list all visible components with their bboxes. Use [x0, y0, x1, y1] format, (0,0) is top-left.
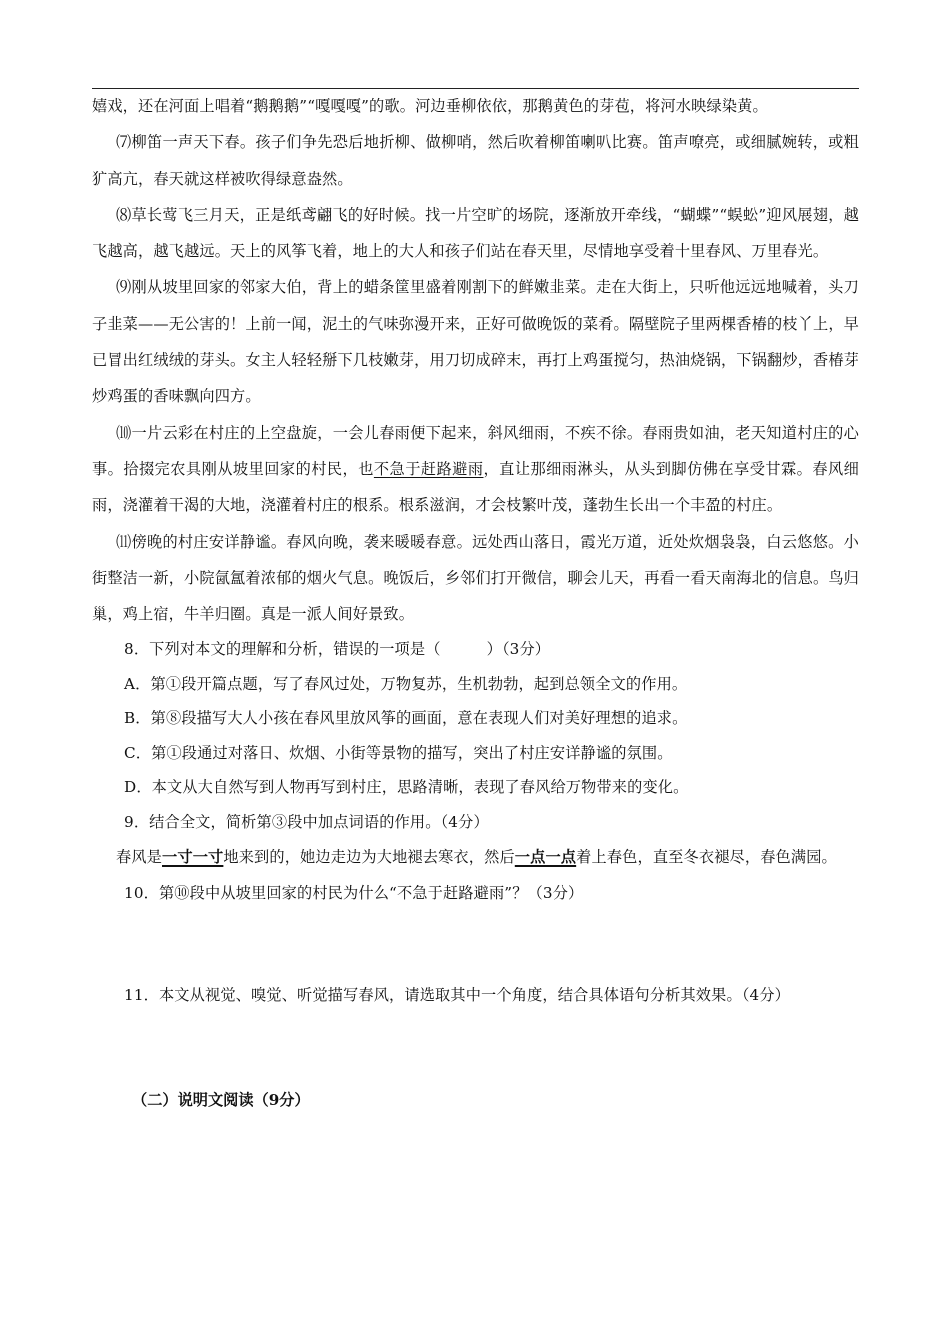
paragraph-10: [92, 415, 859, 524]
question-8-option-c: C．第①段通过对落日、炊烟、小街等景物的描写，突出了村庄安详静谧的氛围。: [124, 743, 673, 762]
question-10: 10．第⑩段中从坡里回家的村民为什么“不急于赶路避雨”？（3分）: [124, 883, 584, 902]
page-content: [92, 88, 859, 1117]
quote-part-1: 春风是: [116, 848, 163, 867]
dotted-word-1: 一寸一寸: [162, 848, 224, 867]
question-11: 11．本文从视觉、嗅觉、听觉描写春风，请选取其中一个角度，结合具体语句分析其效果。（4分）: [124, 986, 791, 1005]
question-9-quote: [92, 839, 859, 875]
paragraph-6-continued: 嬉戏，还在河面上唱着“鹅鹅鹅”“嘎嘎嘎”的歌。河边垂柳依依，那鹅黄色的芽苞，将河水映绿染黄。: [92, 97, 768, 115]
quote-part-3: 着上春色，直至冬衣褪尽，春色满园。: [576, 848, 837, 867]
paragraph-7: ⑺柳笛一声天下春。孩子们争先恐后地折柳、做柳哨，然后吹着柳笛喇叭比赛。笛声嘹亮，或细腻婉转，或粗犷高亢，春天就这样被吹得绿意盎然。: [92, 133, 859, 188]
paragraph-10-part-a: ⑽一片云彩在村庄的上空盘旋，一会儿春雨便下起来，斜风细雨，不疾不徐。春雨贵如油，老天知道村庄的心事。拾掇完农具刚从坡里回家的村民，也: [92, 423, 859, 478]
answer-space-10: [92, 910, 859, 978]
paragraph-10-part-b: ，直让那细雨淋头，从头到脚仿佛在享受甘霖。春风细雨，浇灌着干渴的大地，浇灌着村庄的根系。根系滋润，才会枝繁叶茂，蓬勃生长出一个丰盈的村庄。: [92, 459, 859, 515]
question-8-option-a: A．第①段开篇点题，写了春风过处，万物复苏，生机勃勃，起到总领全文的作用。: [124, 674, 688, 693]
question-9: 9．结合全文，简析第③段中加点词语的作用。（4分）: [124, 812, 489, 831]
section-2-title: （二）说明文阅读（9分）: [132, 1090, 310, 1109]
question-8: 8．下列对本文的理解和分析，错误的一项是（ ）（3分）: [124, 640, 551, 659]
dotted-word-2: 一点一点: [514, 848, 577, 867]
paragraph-8: ⑻草长莺飞三月天，正是纸鸢翩飞的好时候。找一片空旷的场院，逐渐放开牵线，“蝴蝶”“蜈蚣”迎风展翅，越飞越高，越飞越远。天上的风筝飞着，地上的大人和孩子们站在春天里，尽情地享受着十里春风、万里春光。: [92, 205, 859, 261]
paragraph-9: ⑼刚从坡里回家的邻家大伯，背上的蜡条筐里盛着刚割下的鲜嫩韭菜。走在大街上，只听他远远地喊着，头刀子韭菜——无公害的！上前一闻，泥土的气味弥漫开来，正好可做晚饭的菜肴。隔壁院子里两棵香椿的枝丫上，早已冒出红绒绒的芽头。女主人轻轻掰下几枝嫩芽，用刀切成碎末，再打上鸡蛋搅匀，热油烧锅，下锅翻炒，香椿芽炒鸡蛋的香味飘向四方。: [92, 278, 859, 406]
quote-part-2: 地来到的，她边走边为大地褪去寒衣，然后: [223, 848, 515, 867]
question-8-option-d: D．本文从大自然写到人物再写到村庄，思路清晰，表现了春风给万物带来的变化。: [124, 778, 689, 797]
paragraph-11: ⑾傍晚的村庄安详静谧。春风向晚，袭来暖暖春意。远处西山落日，霞光万道，近处炊烟袅袅，白云悠悠。小街整洁一新，小院氤氲着浓郁的烟火气息。晚饭后，乡邻们打开微信，聊会儿天，再看一看天南海北的信息。鸟归巢，鸡上宿，牛羊归圈。真是一派人间好景致。: [92, 532, 859, 624]
question-8-option-b: B．第⑧段描写大人小孩在春风里放风筝的画面，意在表现人们对美好理想的追求。: [124, 709, 688, 728]
answer-space-11: [92, 1013, 859, 1083]
underlined-phrase: 不急于赶路避雨: [373, 459, 484, 478]
